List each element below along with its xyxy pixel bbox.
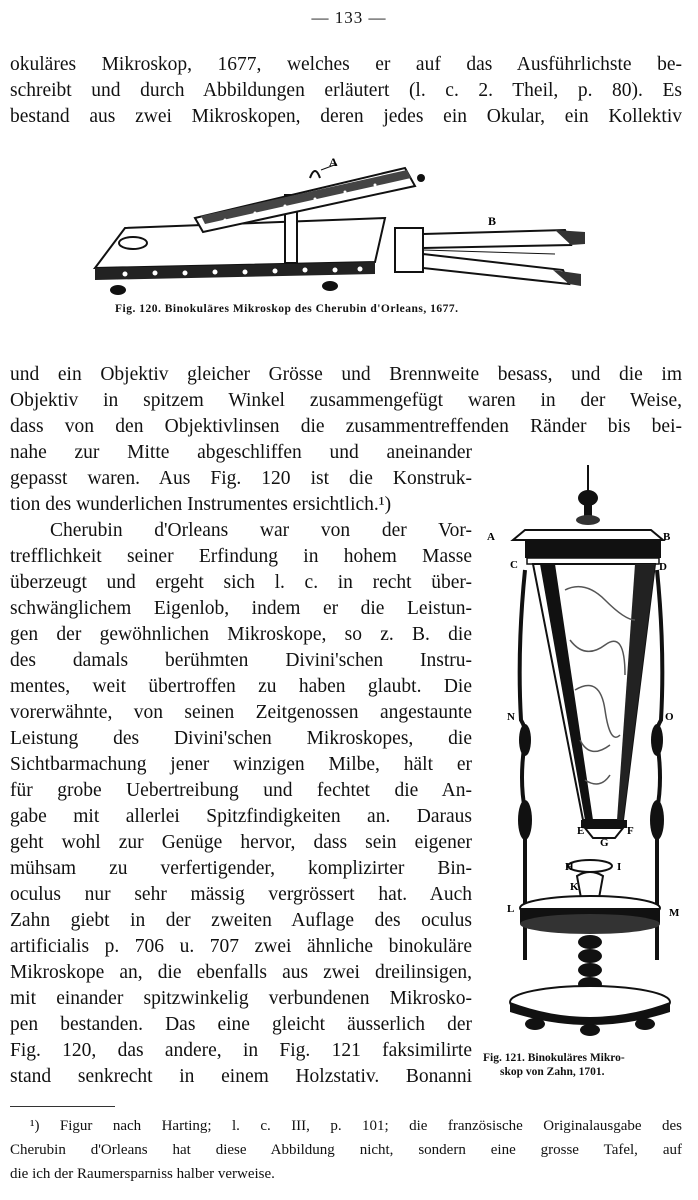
figure-label: G	[600, 837, 609, 849]
footnote-rule	[10, 1106, 115, 1107]
figure-121-caption-line: Fig. 121. Binokuläres Mikro-	[483, 1052, 625, 1064]
footnote-line: Cherubin d'Orleans hat diese Abbildung nicht, sondern eine grosse Tafel, auf	[10, 1142, 682, 1158]
body-line: mühsam zu verfertigender, komplizirter Bin-	[10, 858, 472, 879]
body-line: mentes, weit übertroffen zu haben glaubt. Die	[10, 676, 472, 697]
figure-120-illustration	[85, 150, 615, 300]
body-line: für grobe Uebertreibung und fechtet die An-	[10, 780, 472, 801]
figure-label: B	[663, 531, 671, 543]
body-line: mit einander spitzwinkelig verbundenen Mikrosko-	[10, 988, 472, 1009]
body-line: artificialis p. 706 u. 707 zwei ähnliche binokuläre	[10, 936, 472, 957]
figure-label: O	[665, 711, 674, 723]
body-line: dass von den Objektivlinsen die zusammentreffenden Ränder bis bei-	[10, 416, 682, 437]
footnote-line: die ich der Raumersparniss halber verweise.	[10, 1166, 275, 1182]
figure-label: N	[507, 711, 515, 723]
figure-label: D	[659, 561, 667, 573]
figure-label: M	[669, 907, 680, 919]
body-line: Objektiv in spitzem Winkel zusammengefügt waren in der Weise,	[10, 390, 682, 411]
body-line: bestand aus zwei Mikroskopen, deren jedes ein Okular, ein Kollektiv	[10, 106, 682, 127]
figure-label: K	[570, 881, 579, 893]
figure-121-illustration	[485, 460, 690, 1038]
footnote-line: ¹) Figur nach Harting; l. c. III, p. 101; die französische Originalausgabe des	[30, 1118, 682, 1134]
body-line: tion des wunderlichen Instrumentes ersichtlich.¹)	[10, 494, 392, 515]
body-line: Sichtbarmachung jener winzigen Milbe, hält er	[10, 754, 472, 775]
body-line: pen bestanden. Das eine gleicht äusserlich der	[10, 1014, 472, 1035]
figure-121-caption-line: skop von Zahn, 1701.	[500, 1066, 605, 1078]
figure-120-caption: Fig. 120. Binokuläres Mikroskop des Cherubin d'Orleans, 1677.	[115, 303, 459, 315]
body-line: Leistung des Divini'schen Mikroskopes, die	[10, 728, 472, 749]
body-line: trefflichkeit seiner Erfindung in hohem Masse	[10, 546, 472, 567]
body-line: gen der gewöhnlichen Mikroskope, so z. B. die	[10, 624, 472, 645]
figure-label: E	[577, 825, 585, 837]
body-line: geht wohl zur Genüge hervor, dass sein eigener	[10, 832, 472, 853]
figure-label: I	[617, 861, 622, 873]
body-line: schwänglichem Eigenlob, indem er die Leistun-	[10, 598, 472, 619]
body-line: oculus nur sehr mässig vergrössert hat. Auch	[10, 884, 472, 905]
body-line: okuläres Mikroskop, 1677, welches er auf das Ausführlichste be-	[10, 54, 682, 75]
body-line: nahe zur Mitte abgeschliffen und aneinander	[10, 442, 472, 463]
figure-label: H	[565, 861, 574, 873]
figure-label: A	[329, 155, 338, 169]
body-line: Cherubin d'Orleans war von der Vor-	[50, 520, 472, 541]
body-line: stand senkrecht in einem Holzstativ. Bonanni	[10, 1066, 472, 1087]
figure-label: C	[510, 559, 518, 571]
body-line: gabe mit allerlei Spitzfindigkeiten an. Daraus	[10, 806, 472, 827]
figure-label: A	[487, 531, 495, 543]
body-line: schreibt und durch Abbildungen erläutert (l. c. 2. Theil, p. 80). Es	[10, 80, 682, 101]
body-line: vorerwähnte, von seinen Zeitgenossen angestaunte	[10, 702, 472, 723]
body-line: des damals berühmten Divini'schen Instru-	[10, 650, 472, 671]
body-line: Fig. 120, das andere, in Fig. 121 faksimilirte	[10, 1040, 472, 1061]
body-line: überzeugt und ergeht sich l. c. in recht über-	[10, 572, 472, 593]
figure-label: F	[627, 825, 634, 837]
body-line: und ein Objektiv gleicher Grösse und Brennweite besass, und die im	[10, 364, 682, 385]
body-line: Mikroskope an, die ebenfalls aus zwei dreilinsigen,	[10, 962, 472, 983]
body-line: gepasst waren. Aus Fig. 120 ist die Konstruk-	[10, 468, 472, 489]
figure-label: B	[488, 214, 497, 228]
body-line: Zahn giebt in der zweiten Auflage des oculus	[10, 910, 472, 931]
page-number: — 133 —	[311, 8, 387, 27]
figure-label: L	[507, 903, 515, 915]
